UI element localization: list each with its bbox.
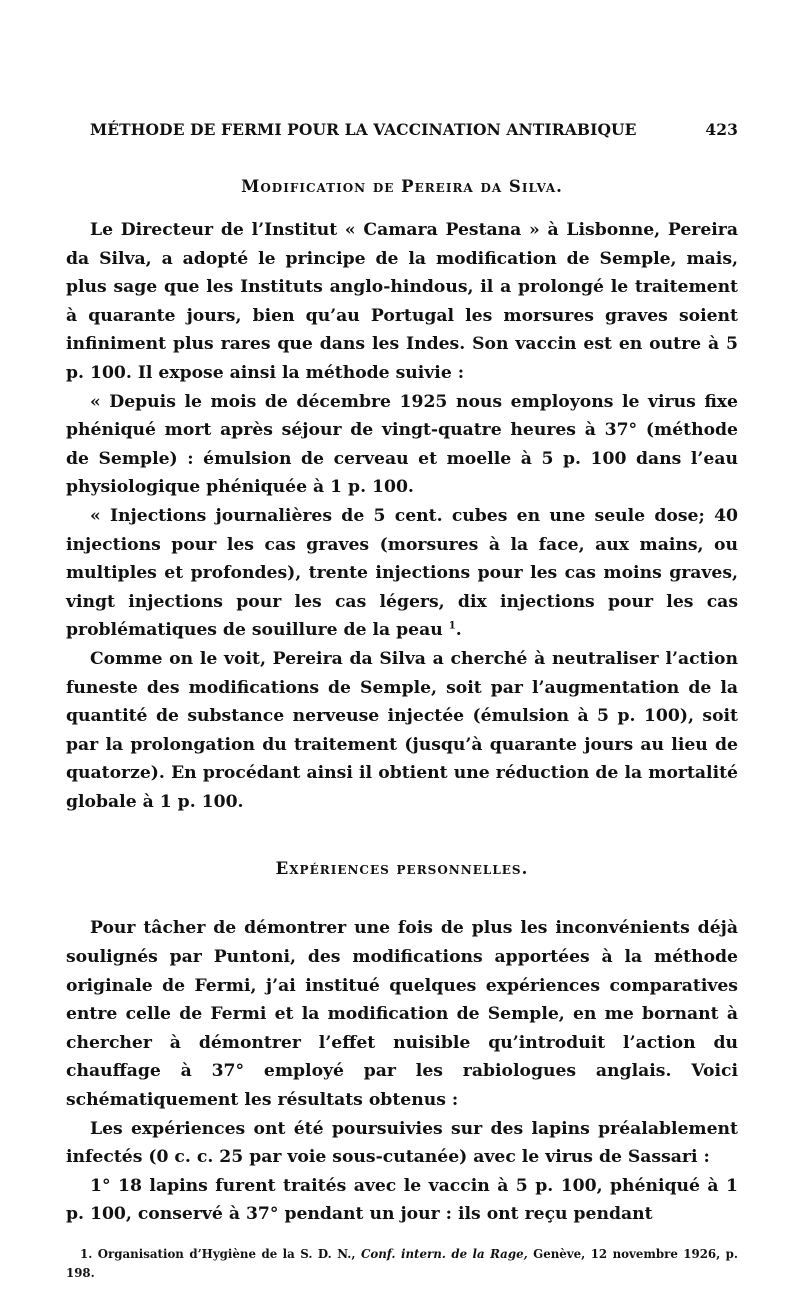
footnote-details: Genève, 12 novembre 1926, p. 198. [66,1247,739,1280]
paragraph: Pour tâcher de démontrer une fois de plus les inconvénients déjà soulignés par Puntoni, des modifications apportées à la méthode originale de Fermi, j’ai institué quelques expériences comparatives entre celle de Fermi et la modification de Semple, en me bornant à chercher à démontrer l’effet nuisible qu’introduit l’action du chauffage à 37° employé par les rabiologues anglais. Voici schématiquement les résultats obtenus : [66,918,738,1111]
paragraph-text: « Injections journalières de 5 cent. cubes en une seule dose; 40 injections pour les cas graves (morsures à la face, aux mains, ou multiples et profondes), trente injections pour les cas moins graves, vingt injections pour les cas légers, dix injections pour les cas problématiques de souillure de la peau [66,505,738,641]
footnote [66,1245,738,1283]
paragraph: Les expériences ont été poursuivies sur des lapins préalablement infectés (0 c. c. 25 par voie sous-cutanée) avec le virus de Sassari : [66,1118,738,1168]
footnote-source: Conf. intern. de la Rage, [360,1247,528,1261]
running-header [90,120,738,139]
section-heading-experiences: Expériences personnelles. [275,859,529,879]
paragraph: « Depuis le mois de décembre 1925 nous employons le virus fixe phéniqué mort après séjour de vingt-quatre heures à 37° (méthode de Semple) : émulsion de cerveau et moelle à 5 p. 100 dans l’eau physiologique phéniquée à 1 p. 100. [66,391,738,498]
paragraph-with-footnote: « Injections journalières de 5 cent. cubes en une seule dose; 40 injections pour les cas graves (morsures à la face, aux mains, ou multiples et profondes), trente injections pour les cas moins graves, vingt injections pour les cas légers, dix injections pour les cas problématiques de souillure de la peau $^1$. [66,505,738,641]
paragraph: Le Directeur de l’Institut « Camara Pestana » à Lisbonne, Pereira da Silva, a adopté le principe de la modification de Semple, mais, plus sage que les Instituts anglo-hindous, il a prolongé le traitement à quarante jours, bien qu’au Portugal les morsures graves soient infiniment plus rares que dans les Indes. Son vaccin est en outre à 5 p. 100. Il expose ainsi la méthode suivie : [66,220,738,383]
paragraph: Comme on le voit, Pereira da Silva a cherché à neutraliser l’action funeste des modifications de Semple, soit par l’augmentation de la quantité de substance nerveuse injectée (émulsion à 5 p. 100), soit par la prolongation du traitement (jusqu’à quarante jours au lieu de quatorze). En procédant ainsi il obtient une réduction de la mortalité globale à 1 p. 100. [66,648,738,812]
footnote-number: 1. [80,1247,93,1261]
footnote-text: Organisation d’Hygiène de la S. D. N., [97,1247,356,1261]
paragraph: 1° 18 lapins furent traités avec le vaccin à 5 p. 100, phéniqué à 1 p. 100, conservé à 37° pendant un jour : ils ont reçu pendant [66,1175,738,1225]
running-title: MÉTHODE DE FERMI POUR LA VACCINATION ANTIRABIQUE [90,120,637,139]
footnote-marker: 1 [448,620,456,632]
section-heading-pereira: Modification de Pereira da Silva. [241,177,563,196]
page-number: 423 [705,120,738,139]
